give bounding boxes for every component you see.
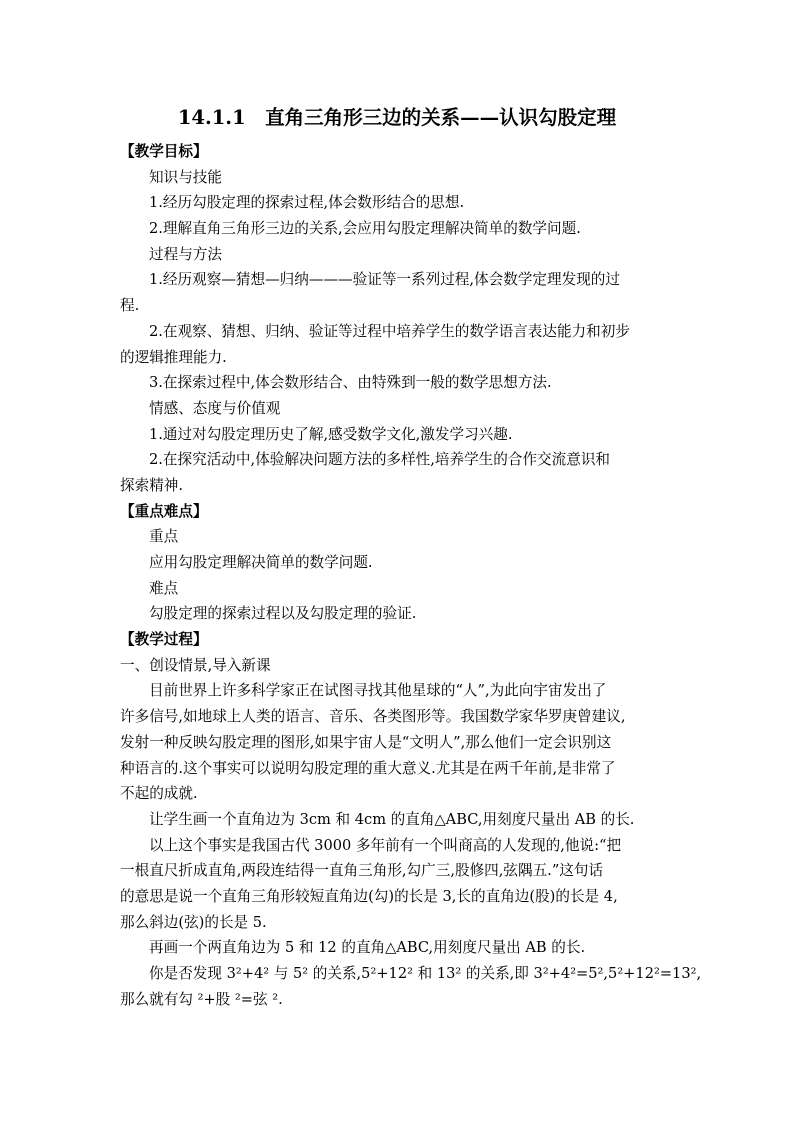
text-line: 应用勾股定理解决简单的数学问题. bbox=[149, 554, 373, 571]
text-line: 不起的成就. bbox=[120, 785, 198, 803]
text-line: 发射一种反映勾股定理的图形,如果宇宙人是“文明人”,那么他们一定会识别这 bbox=[120, 733, 612, 751]
text-line: 2.理解直角三角形三边的关系,会应用勾股定理解决简单的数学问题. bbox=[149, 220, 581, 238]
section-heading: 【教学过程】 bbox=[120, 631, 208, 649]
document-body bbox=[120, 139, 702, 1012]
text-line: 探索精神. bbox=[120, 476, 184, 494]
text-line: 1.经历勾股定理的探索过程,体会数形结合的思想. bbox=[149, 194, 465, 212]
text-line: 2.在探究活动中,体验解决问题方法的多样性,培养学生的合作交流意识和 bbox=[149, 451, 611, 469]
text-line: 那么就有勾 ²+股 ²=弦 ². bbox=[120, 990, 283, 1008]
text-line: 目前世界上许多科学家正在试图寻找其他星球的“人”,为此向宇宙发出了 bbox=[149, 682, 607, 700]
text-line: 以上这个事实是我国古代 3000 多年前有一个叫商高的人发现的,他说:“把 bbox=[149, 836, 622, 854]
text-line: 一根直尺折成直角,两段连结得一直角三角形,勾广三,股修四,弦隅五.”这句话 bbox=[120, 862, 604, 880]
text-line: 3.在探索过程中,体会数形结合、由特殊到一般的数学思想方法. bbox=[149, 374, 552, 392]
text-line: 让学生画一个直角边为 3cm 和 4cm 的直角△ABC,用刻度尺量出 AB 的长. bbox=[149, 810, 635, 828]
text-line: 再画一个两直角边为 5 和 12 的直角△ABC,用刻度尺量出 AB 的长. bbox=[149, 939, 586, 957]
text-line: 许多信号,如地球上人类的语言、音乐、各类图形等。我国数学家华罗庚曾建议, bbox=[120, 708, 626, 726]
text-line: 你是否发现 3²+4² 与 5² 的关系,5²+12² 和 13² 的关系,即 3²+4²=5²,5²+12²=13², bbox=[149, 965, 702, 982]
text-line: 的意思是说一个直角三角形较短直角边(勾)的长是 3,长的直角边(股)的长是 4, bbox=[120, 887, 618, 905]
text-line: 那么斜边(弦)的长是 5. bbox=[120, 913, 267, 931]
page-title: 14.1.1 直角三角形三边的关系——认识勾股定理 bbox=[177, 106, 617, 129]
text-line: 情感、态度与价值观 bbox=[149, 399, 281, 417]
text-line: 过程与方法 bbox=[149, 245, 222, 263]
text-line: 程. bbox=[120, 297, 140, 315]
section-heading: 【重点难点】 bbox=[120, 502, 208, 520]
text-line: 1.经历观察—猜想—归纳———验证等一系列过程,体会数学定理发现的过 bbox=[149, 271, 620, 289]
text-line: 的逻辑推理能力. bbox=[120, 348, 227, 366]
text-line: 种语言的.这个事实可以说明勾股定理的重大意义.尤其是在两千年前,是非常了 bbox=[120, 759, 616, 777]
section-heading: 【教学目标】 bbox=[120, 143, 208, 160]
text-line: 2.在观察、猜想、归纳、验证等过程中培养学生的数学语言表达能力和初步 bbox=[149, 322, 630, 340]
text-line: 1.通过对勾股定理历史了解,感受数学文化,激发学习兴趣. bbox=[149, 425, 513, 443]
text-line: 难点 bbox=[149, 579, 179, 597]
text-line: 知识与技能 bbox=[149, 168, 222, 186]
text-line: 重点 bbox=[149, 528, 179, 546]
text-line: 勾股定理的探索过程以及勾股定理的验证. bbox=[149, 605, 417, 623]
text-line: 一、创设情景,导入新课 bbox=[120, 656, 271, 674]
